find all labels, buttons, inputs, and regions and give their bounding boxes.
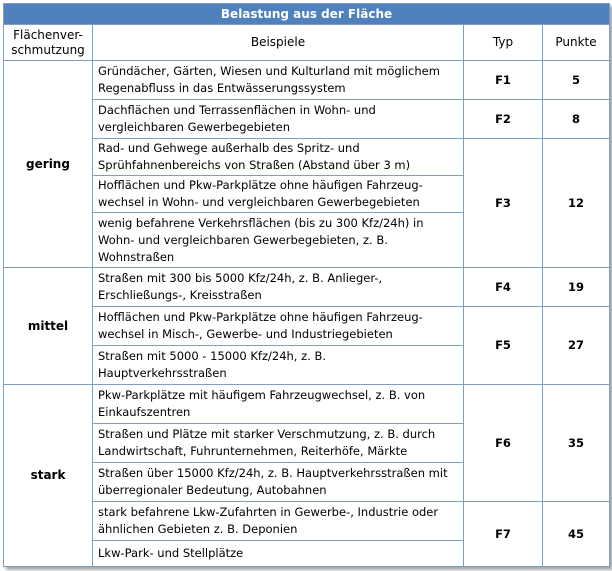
example-cell: Rad- und Gehwege außerhalb des Spritz- und Sprühfahnenbereichs von Straßen (Abstand über 3 m)	[93, 139, 464, 176]
type-cell: F1	[464, 61, 543, 100]
type-cell: F7	[464, 502, 543, 567]
header-points: Punkte	[543, 25, 610, 61]
example-cell: wenig befahrene Verkehrsflächen (bis zu 300 Kfz/24h) in Wohn- und vergleichbaren Gewerbegebieten, z. B. Wohnstraßen	[93, 213, 464, 268]
table-row	[4, 385, 610, 424]
example-cell: Dachflächen und Terrassenflächen in Wohn- und vergleichbaren Gewerbegebieten	[93, 100, 464, 139]
table-container	[3, 3, 610, 567]
points-cell: 5	[543, 61, 610, 100]
example-cell: Pkw-Parkplätze mit häufigem Fahrzeugwechsel, z. B. von Einkaufszentren	[93, 385, 464, 424]
table-row	[4, 61, 610, 100]
type-cell: F5	[464, 307, 543, 385]
table-row	[4, 502, 610, 541]
points-cell: 45	[543, 502, 610, 567]
group-mittel: mittel	[4, 268, 93, 385]
example-cell: stark befahrene Lkw-Zufahrten in Gewerbe-, Industrie oder ähnlichen Gebieten z. B. Deponien	[93, 502, 464, 541]
example-cell: Hofflächen und Pkw-Parkplätze ohne häufigen Fahrzeug-wechsel in Misch-, Gewerbe- und Industriegebieten	[93, 307, 464, 346]
table-title: Belastung aus der Fläche	[4, 4, 610, 25]
example-cell: Lkw-Park- und Stellplätze	[93, 541, 464, 567]
table-row	[4, 100, 610, 139]
type-cell: F2	[464, 100, 543, 139]
type-cell: F3	[464, 139, 543, 268]
points-cell: 12	[543, 139, 610, 268]
example-cell: Gründächer, Gärten, Wiesen und Kulturland mit möglichem Regenabfluss in das Entwässerungssystem	[93, 61, 464, 100]
points-cell: 8	[543, 100, 610, 139]
type-cell: F6	[464, 385, 543, 502]
table-row	[4, 268, 610, 307]
table-row	[4, 139, 610, 176]
group-stark: stark	[4, 385, 93, 567]
type-cell: F4	[464, 268, 543, 307]
points-cell: 19	[543, 268, 610, 307]
example-cell: Straßen mit 5000 - 15000 Kfz/24h, z. B. Hauptverkehrsstraßen	[93, 346, 464, 385]
header-area: Flächenver- schmutzung	[4, 25, 93, 61]
table-row	[4, 307, 610, 346]
header-row	[4, 25, 610, 61]
example-cell: Hofflächen und Pkw-Parkplätze ohne häufigen Fahrzeug-wechsel in Wohn- und vergleichbaren Gewerbegebieten	[93, 176, 464, 213]
header-type: Typ	[464, 25, 543, 61]
title-row	[4, 4, 610, 25]
example-cell: Straßen mit 300 bis 5000 Kfz/24h, z. B. Anlieger-, Erschließungs-, Kreisstraßen	[93, 268, 464, 307]
example-cell: Straßen und Plätze mit starker Verschmutzung, z. B. durch Landwirtschaft, Fuhrunternehmen, Reiterhöfe, Märkte	[93, 424, 464, 463]
header-examples: Beispiele	[93, 25, 464, 61]
group-gering: gering	[4, 61, 93, 268]
points-cell: 35	[543, 385, 610, 502]
points-cell: 27	[543, 307, 610, 385]
example-cell: Straßen über 15000 Kfz/24h, z. B. Hauptverkehrsstraßen mit überregionaler Bedeutung, Autobahnen	[93, 463, 464, 502]
pollution-table	[3, 3, 610, 567]
